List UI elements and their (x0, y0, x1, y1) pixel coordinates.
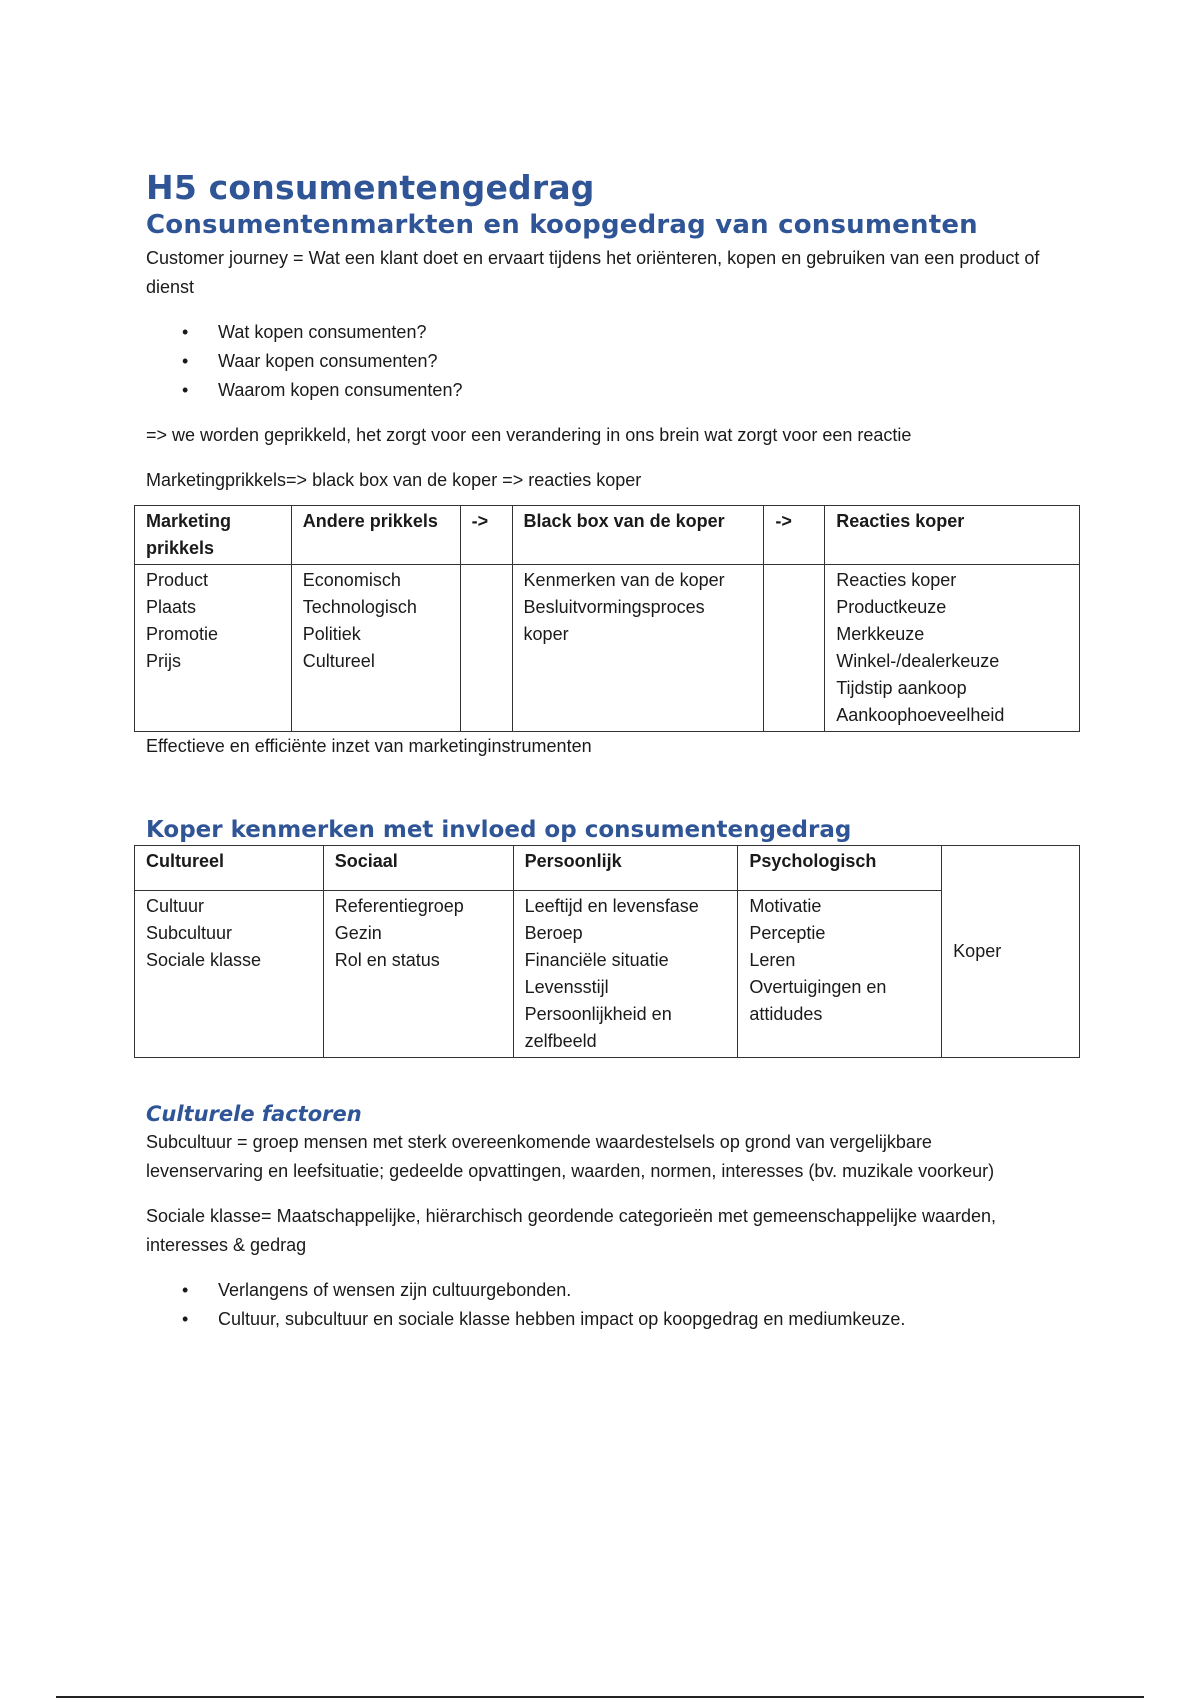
list-item: • Waar kopen consumenten? (146, 347, 1086, 376)
sociale-klasse-definition: Sociale klasse= Maatschappelijke, hiërarchisch geordende categorieën met gemeenschappelijke waarden, interesses & gedrag (146, 1206, 997, 1255)
cell-reacties-koper (825, 565, 1080, 732)
cell-item: Product (146, 570, 209, 590)
cell-item: Referentiegroep (334, 896, 464, 916)
header-persoonlijk: Persoonlijk (513, 846, 738, 891)
table-caption: Effectieve en efficiënte inzet van marketinginstrumenten (146, 736, 592, 756)
cell-item: Technologisch (302, 597, 417, 617)
customer-journey-definition: Customer journey = Wat een klant doet en ervaart tijdens het oriënteren, kopen en gebruiken van een product of dienst (146, 248, 1040, 297)
cell-item: Winkel-/dealerkeuze (836, 651, 1000, 671)
header-psychologisch: Psychologisch (738, 846, 942, 891)
cell-item: Sociale klasse (146, 950, 262, 970)
cell-item: Perceptie (749, 923, 826, 943)
cell-item: Aankoophoeveelheid (836, 705, 1005, 725)
cell-marketing-prikkels (135, 565, 292, 732)
cell-empty (460, 565, 512, 732)
cell-item: Cultureel (302, 651, 375, 671)
header-andere-prikkels: Andere prikkels (291, 506, 460, 565)
cell-item: Levensstijl (524, 977, 609, 997)
header-black-box: Black box van de koper (512, 506, 764, 565)
cell-item: Besluitvormingsproces koper (523, 597, 705, 644)
cell-koper (942, 846, 1080, 1058)
cell-item: Productkeuze (836, 597, 947, 617)
cell-black-box (512, 565, 764, 732)
cell-item: Promotie (146, 624, 219, 644)
table-row (135, 565, 1080, 732)
header-sociaal: Sociaal (323, 846, 513, 891)
bullet-list-koopvragen (146, 318, 1086, 405)
cell-item: Prijs (146, 651, 181, 671)
header-cultureel: Cultureel (135, 846, 324, 891)
cell-item: Politiek (302, 624, 361, 644)
cell-persoonlijk (513, 891, 738, 1058)
header-arrow: -> (460, 506, 512, 565)
cell-item: Economisch (302, 570, 401, 590)
stimulus-note: => we worden geprikkeld, het zorgt voor een verandering in ons brein wat zorgt voor een reactie (146, 425, 912, 445)
cell-item: Kenmerken van de koper (523, 570, 725, 590)
list-item: • Waarom kopen consumenten? (146, 376, 1086, 405)
header-reacties-koper: Reacties koper (825, 506, 1080, 565)
cell-item: Gezin (334, 923, 382, 943)
koper-kenmerken-table (134, 845, 1080, 1058)
table-header-row (135, 846, 1080, 891)
section-heading-culturele-factoren: Culturele factoren (146, 1102, 362, 1126)
header-arrow: -> (764, 506, 825, 565)
page-bottom-rule (56, 1696, 1144, 1698)
cell-item: Rol en status (334, 950, 440, 970)
list-item: • Verlangens of wensen zijn cultuurgebonden. (146, 1276, 1086, 1305)
cell-item: Leren (749, 950, 796, 970)
cell-item: Plaats (146, 597, 197, 617)
page-title: H5 consumentengedrag (146, 168, 595, 207)
cell-item: Beroep (524, 923, 583, 943)
section-heading-consumentenmarkten: Consumentenmarkten en koopgedrag van consumenten (146, 210, 978, 240)
cell-item: Reacties koper (836, 570, 957, 590)
header-marketing-prikkels: Marketing prikkels (135, 506, 292, 565)
bullet-list-culturele-factoren (146, 1276, 1086, 1334)
cell-item: Leeftijd en levensfase (524, 896, 699, 916)
section-heading-koper-kenmerken: Koper kenmerken met invloed op consumentengedrag (146, 817, 852, 843)
cell-item: Cultuur (146, 896, 205, 916)
model-line: Marketingprikkels=> black box van de koper => reacties koper (146, 470, 642, 490)
list-item: • Cultuur, subcultuur en sociale klasse hebben impact op koopgedrag en mediumkeuze. (146, 1305, 1086, 1334)
subcultuur-definition: Subcultuur = groep mensen met sterk overeenkomende waardestelsels op grond van vergelijkbare levenservaring en leefsituatie; gedeelde opvattingen, waarden, normen, interesses (bv. muzikale voorkeur) (146, 1132, 995, 1181)
cell-item: Merkkeuze (836, 624, 925, 644)
stimulus-response-table (134, 505, 1080, 732)
table-row (135, 891, 1080, 1058)
cell-item: Subcultuur (146, 923, 233, 943)
list-item: • Wat kopen consumenten? (146, 318, 1086, 347)
cell-item: Financiële situatie (524, 950, 669, 970)
cell-item: Persoonlijkheid en zelfbeeld (524, 1004, 672, 1051)
cell-empty (764, 565, 825, 732)
document-content (146, 168, 1086, 1334)
cell-andere-prikkels (291, 565, 460, 732)
cell-psychologisch (738, 891, 942, 1058)
cell-sociaal (323, 891, 513, 1058)
cell-item: Overtuigingen en attidudes (749, 977, 887, 1024)
table-header-row (135, 506, 1080, 565)
cell-item: Motivatie (749, 896, 822, 916)
koper-label: Koper (953, 941, 1002, 961)
cell-cultureel (135, 891, 324, 1058)
cell-item: Tijdstip aankoop (836, 678, 967, 698)
